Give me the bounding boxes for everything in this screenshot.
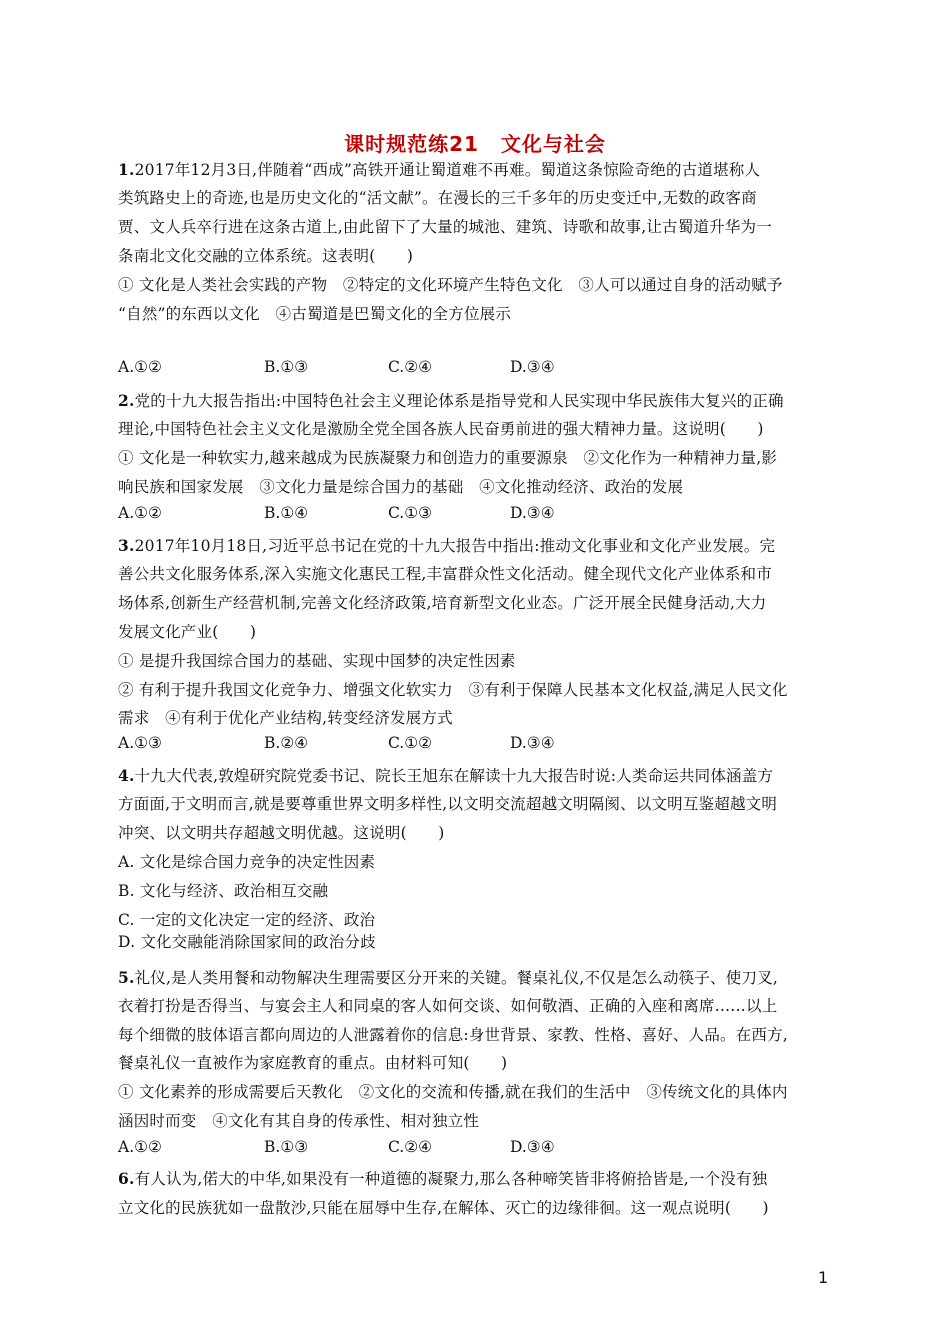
question-line: 响民族和国家发展 ③文化力量是综合国力的基础 ④文化推动经济、政治的发展 [118, 478, 684, 496]
question-line: 理论,中国特色社会主义文化是激励全党全国各族人民奋勇前进的强大精神力量。这说明( ) [118, 420, 764, 438]
option-d[interactable]: D.③④ [510, 504, 555, 522]
question-line: 衣着打扮是否得当、与宴会主人和同桌的客人如何交谈、如何敬酒、正确的入座和离席……以上 [118, 997, 778, 1015]
page-number: 1 [818, 1268, 829, 1287]
question-line: 涵因时而变 ④文化有其自身的传承性、相对独立性 [118, 1112, 480, 1130]
option-d[interactable]: D.③④ [510, 734, 555, 752]
option-c[interactable]: C.①③ [388, 504, 433, 522]
question-line: 每个细微的肢体语言都向周边的人泄露着你的信息:身世背景、家教、性格、喜好、人品。在西方, [118, 1026, 788, 1044]
option-a[interactable]: A. 文化是综合国力竞争的决定性因素 [118, 853, 376, 871]
question-line: 4.十九大代表,敦煌研究院党委书记、院长王旭东在解读十九大报告时说:人类命运共同体涵盖方 [118, 766, 774, 785]
option-b[interactable]: B. 文化与经济、政治相互交融 [118, 882, 329, 900]
option-c[interactable]: C. 一定的文化决定一定的经济、政治 [118, 911, 376, 929]
question-line: 条南北文化交融的立体系统。这表明( ) [118, 247, 414, 265]
question-number: 4. [118, 766, 135, 785]
question-number: 2. [118, 391, 135, 410]
option-c[interactable]: C.①② [388, 734, 433, 752]
option-b[interactable]: B.①③ [264, 1138, 309, 1156]
question-line: “自然”的东西以文化 ④古蜀道是巴蜀文化的全方位展示 [118, 305, 512, 323]
question-line: 需求 ④有利于优化产业结构,转变经济发展方式 [118, 709, 453, 727]
question-line: 3.2017年10月18日,习近平总书记在党的十九大报告中指出:推动文化事业和文化产业发展。完 [118, 536, 776, 555]
question-number: 3. [118, 536, 135, 555]
question-line: 5.礼仪,是人类用餐和动物解决生理需要区分开来的关键。餐桌礼仪,不仅是怎么动筷子、使刀叉, [118, 968, 778, 987]
option-d[interactable]: D. 文化交融能消除国家间的政治分歧 [118, 933, 376, 951]
title-sub: 文化与社会 [500, 132, 606, 156]
question-line: 发展文化产业( ) [118, 623, 257, 641]
option-c[interactable]: C.②④ [388, 1138, 433, 1156]
option-b[interactable]: B.①④ [264, 504, 309, 522]
option-d[interactable]: D.③④ [510, 1138, 555, 1156]
page-title [0, 128, 950, 157]
question-line: 冲突、以文明共存超越文明优越。这说明( ) [118, 824, 445, 842]
question-line: ② 有利于提升我国文化竞争力、增强文化软实力 ③有利于保障人民基本文化权益,满足人民文化 [118, 681, 788, 699]
option-c[interactable]: C.②④ [388, 358, 433, 376]
question-line: 类筑路史上的奇迹,也是历史文化的“活文献”。在漫长的三千多年的历史变迁中,无数的政客商 [118, 189, 757, 207]
option-b[interactable]: B.①③ [264, 358, 309, 376]
question-line: ① 文化是一种软实力,越来越成为民族凝聚力和创造力的重要源泉 ②文化作为一种精神力量,影 [118, 449, 778, 467]
question-line: 2.党的十九大报告指出:中国特色社会主义理论体系是指导党和人民实现中华民族伟大复兴的正确 [118, 391, 784, 410]
question-line: 餐桌礼仪一直被作为家庭教育的重点。由材料可知( ) [118, 1054, 508, 1072]
question-line: ① 文化素养的形成需要后天教化 ②文化的交流和传播,就在我们的生活中 ③传统文化的具体内 [118, 1083, 788, 1101]
question-line: 立文化的民族犹如一盘散沙,只能在屈辱中生存,在解体、灭亡的边缘徘徊。这一观点说明( ) [118, 1199, 769, 1217]
question-number: 6. [118, 1169, 135, 1188]
question-line: 6.有人认为,偌大的中华,如果没有一种道德的凝聚力,那么各种啼笑皆非将俯拾皆是,一个没有独 [118, 1169, 768, 1188]
question-line: 场体系,创新生产经营机制,完善文化经济政策,培育新型文化业态。广泛开展全民健身活动,大力 [118, 594, 767, 612]
question-line: 方面面,于文明而言,就是要尊重世界文明多样性,以文明交流超越文明隔阂、以文明互鉴超越文明 [118, 795, 778, 813]
title-main: 课时规范练21 [344, 132, 479, 156]
option-d[interactable]: D.③④ [510, 358, 555, 376]
question-line: 1.2017年12月3日,伴随着“西成”高铁开通让蜀道难不再难。蜀道这条惊险奇绝的古道堪称人 [118, 160, 761, 179]
question-line: 善公共文化服务体系,深入实施文化惠民工程,丰富群众性文化活动。健全现代文化产业体系和市 [118, 565, 772, 583]
option-b[interactable]: B.②④ [264, 734, 309, 752]
question-line: ① 文化是人类社会实践的产物 ②特定的文化环境产生特色文化 ③人可以通过自身的活动赋予 [118, 276, 783, 294]
option-a[interactable]: A.①② [118, 504, 162, 522]
question-line: 贾、文人兵卒行进在这条古道上,由此留下了大量的城池、建筑、诗歌和故事,让古蜀道升华为一 [118, 218, 772, 236]
option-a[interactable]: A.①② [118, 1138, 162, 1156]
option-a[interactable]: A.①③ [118, 734, 162, 752]
option-a[interactable]: A.①② [118, 358, 162, 376]
question-number: 1. [118, 160, 135, 179]
question-number: 5. [118, 968, 135, 987]
question-line: ① 是提升我国综合国力的基础、实现中国梦的决定性因素 [118, 652, 516, 670]
